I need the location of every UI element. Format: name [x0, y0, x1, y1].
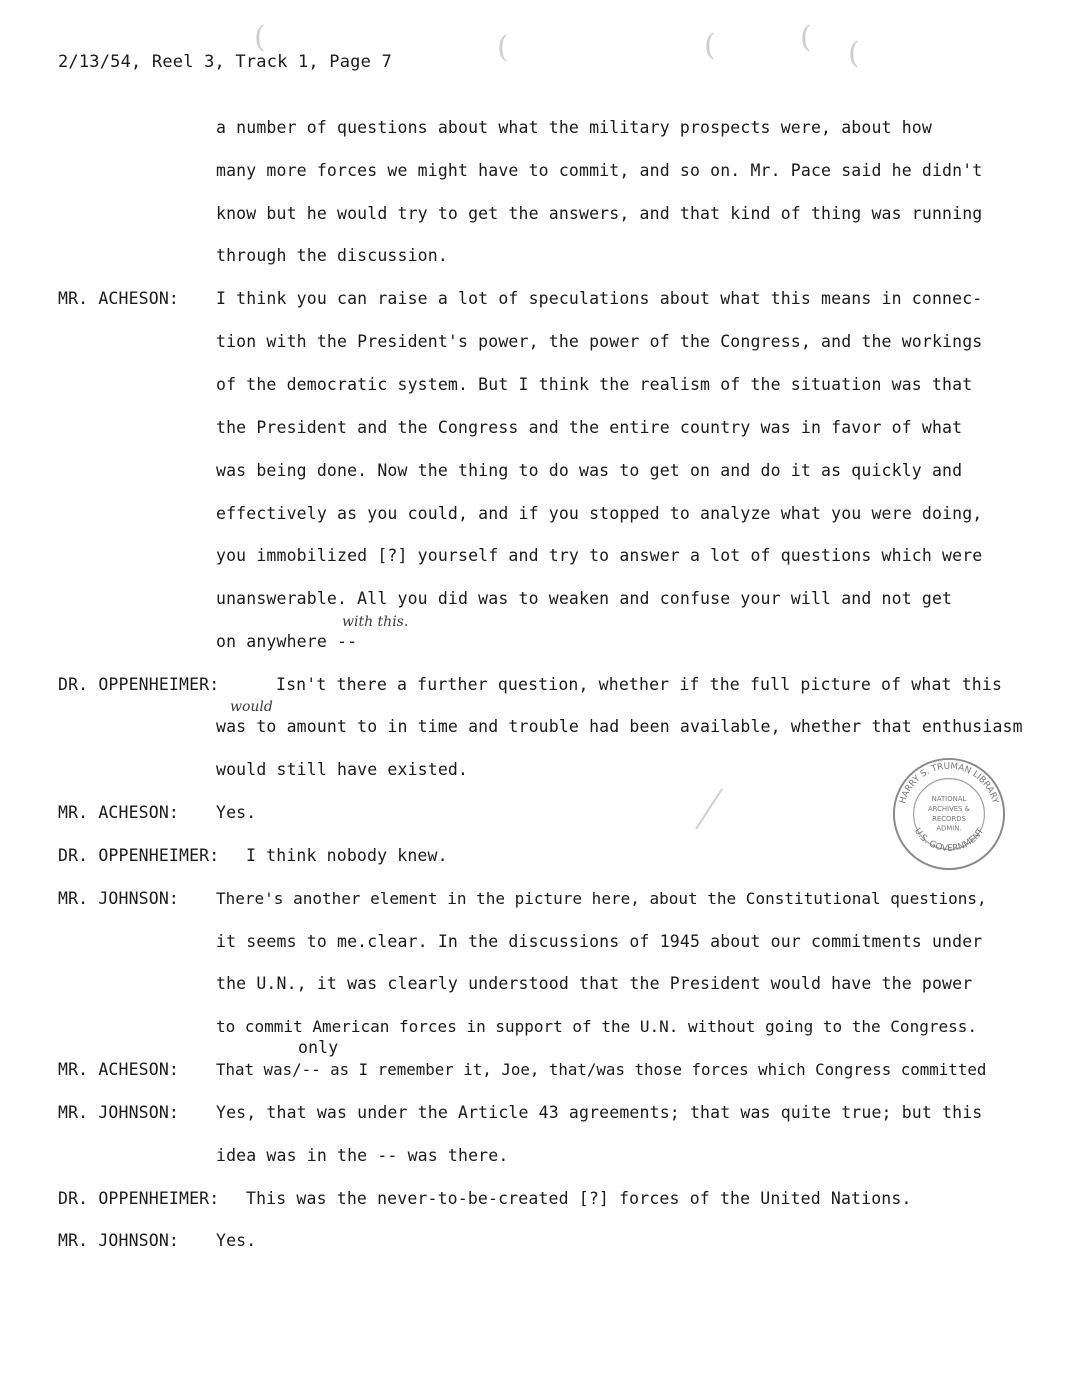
typed-insertion: only	[298, 1038, 339, 1057]
text-line: I think you can raise a lot of speculations about what this means in connec-	[216, 289, 983, 308]
svg-text:U.S. GOVERNMENT: U.S. GOVERNMENT	[911, 826, 987, 854]
text-line: I think nobody knew.	[246, 846, 448, 865]
text-line: of the democratic system. But I think the realism of the situation was that	[216, 375, 973, 394]
punch-mark: (	[497, 30, 509, 65]
speaker-label: MR. JOHNSON:	[58, 1103, 180, 1122]
text-line: Yes.	[216, 803, 257, 822]
text-line: There's another element in the picture here, about the Constitutional questions,	[216, 889, 987, 908]
speaker-label: MR. JOHNSON:	[58, 889, 180, 908]
speaker-label: DR. OPPENHEIMER:	[58, 846, 220, 865]
text-line: to commit American forces in support of the U.N. without going to the Congress.	[216, 1017, 977, 1036]
text-line: Isn't there a further question, whether if the full picture of what this	[276, 675, 1003, 694]
text-line: This was the never-to-be-created [?] forces of the United Nations.	[246, 1189, 912, 1208]
svg-text:RECORDS: RECORDS	[932, 814, 966, 823]
speaker-label: MR. ACHESON:	[58, 1060, 180, 1079]
text-line: a number of questions about what the military prospects were, about how	[216, 118, 932, 137]
svg-text:ARCHIVES &: ARCHIVES &	[927, 805, 971, 814]
text-line: tion with the President's power, the power of the Congress, and the workings	[216, 332, 983, 351]
handwritten-insertion: with this.	[342, 614, 409, 630]
page-header: 2/13/54, Reel 3, Track 1, Page 7	[58, 52, 392, 72]
text-line: Yes.	[216, 1231, 257, 1250]
text-line: on anywhere --	[216, 632, 358, 651]
speaker-label: DR. OPPENHEIMER:	[58, 675, 220, 694]
text-line: the U.N., it was clearly understood that the President would have the power	[216, 974, 973, 993]
text-line: the President and the Congress and the entire country was in favor of what	[216, 418, 963, 437]
archive-stamp-seal	[890, 755, 1008, 873]
pencil-mark	[690, 785, 730, 835]
text-line: know but he would try to get the answers, and that kind of thing was running	[216, 204, 983, 223]
text-line: idea was in the -- was there.	[216, 1146, 509, 1165]
text-line: was being done. Now the thing to do was to get on and do it as quickly and	[216, 461, 963, 480]
svg-text:NATIONAL: NATIONAL	[931, 795, 967, 804]
text-line: it seems to me.clear. In the discussions of 1945 about our commitments under	[216, 932, 983, 951]
speaker-label: MR. ACHESON:	[58, 803, 180, 822]
text-line: That was/-- as I remember it, Joe, that/was those forces which Congress committed	[216, 1060, 987, 1079]
speaker-label: MR. JOHNSON:	[58, 1231, 180, 1250]
punch-mark: (	[254, 20, 266, 55]
text-line: effectively as you could, and if you stopped to analyze what you were doing,	[216, 504, 983, 523]
svg-text:ADMIN.: ADMIN.	[936, 824, 962, 833]
text-line: unanswerable. All you did was to weaken and confuse your will and not get	[216, 589, 953, 608]
speaker-label: MR. ACHESON:	[58, 289, 180, 308]
text-line: through the discussion.	[216, 246, 448, 265]
text-line: would still have existed.	[216, 760, 469, 779]
text-line: many more forces we might have to commit, and so on. Mr. Pace said he didn't	[216, 161, 983, 180]
text-line: was to amount to in time and trouble had been available, whether that enthusiasm	[216, 717, 1023, 736]
punch-mark: (	[704, 28, 716, 63]
svg-text:HARRY S. TRUMAN LIBRARY: HARRY S. TRUMAN LIBRARY	[898, 761, 1000, 805]
speaker-label: DR. OPPENHEIMER:	[58, 1189, 220, 1208]
punch-mark: (	[800, 20, 812, 55]
punch-mark: (	[848, 36, 860, 71]
text-line: you immobilized [?] yourself and try to answer a lot of questions which were	[216, 546, 983, 565]
handwritten-insertion: would	[230, 699, 273, 715]
text-line: Yes, that was under the Article 43 agreements; that was quite true; but this	[216, 1103, 983, 1122]
